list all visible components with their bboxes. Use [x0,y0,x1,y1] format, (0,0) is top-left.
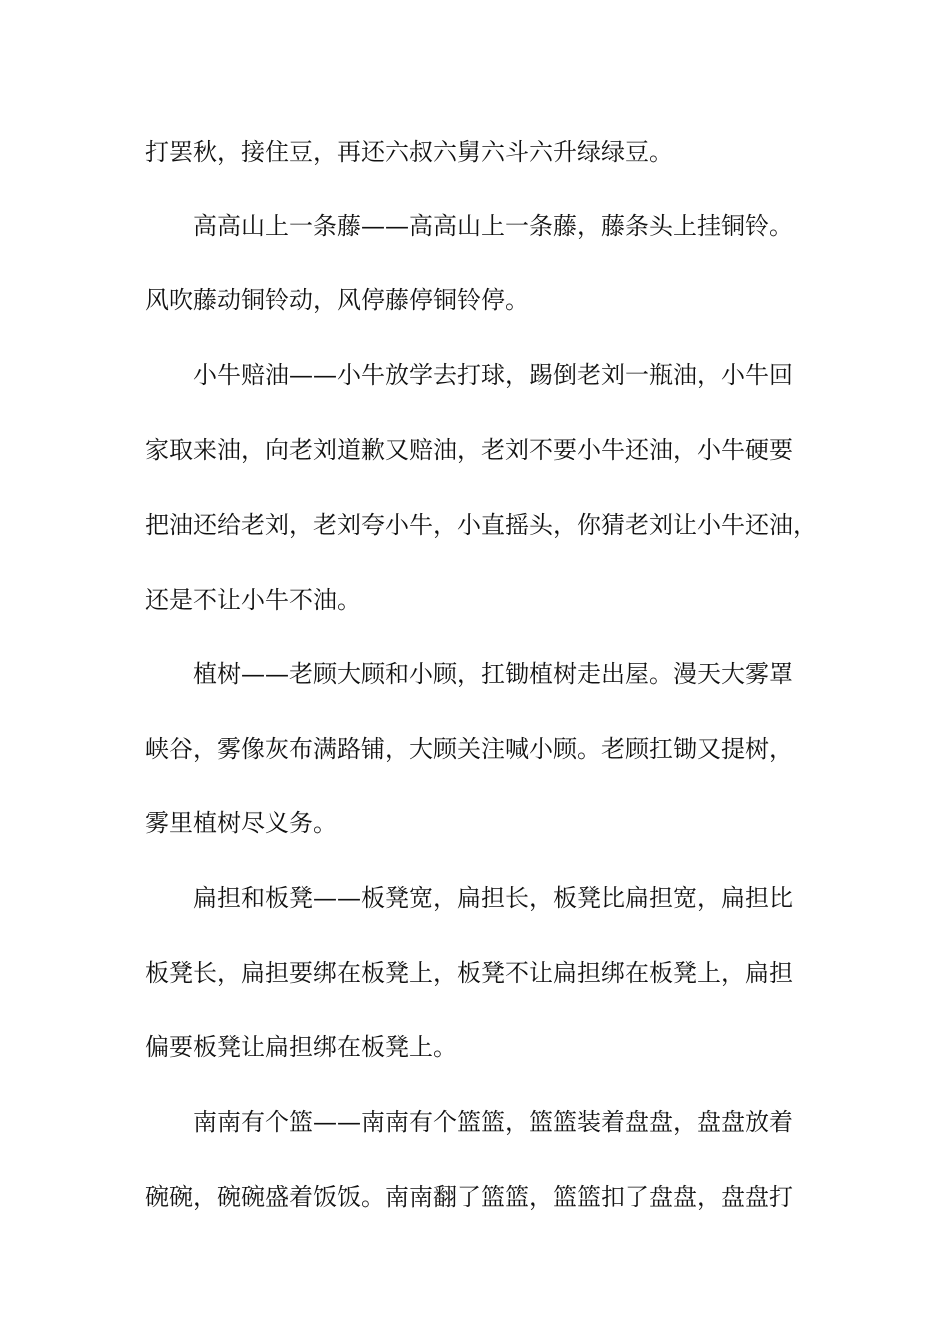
paragraph-heading-line: 南南有个篮——南南有个篮篮，篮篮装着盘盘，盘盘放着 [193,1108,793,1136]
paragraph-heading-line: 高高山上一条藤——高高山上一条藤，藤条头上挂铜铃。 [193,212,793,240]
text-line: 打罢秋，接住豆，再还六叔六舅六斗六升绿绿豆。 [145,138,673,166]
paragraph-heading-line: 扁担和板凳——板凳宽，扁担长，板凳比扁担宽，扁担比 [193,884,793,912]
text-line: 碗碗，碗碗盛着饭饭。南南翻了篮篮，篮篮扣了盘盘，盘盘打 [145,1183,793,1211]
text-line: 雾里植树尽义务。 [145,809,337,837]
paragraph-heading-line: 小牛赔油——小牛放学去打球，踢倒老刘一瓶油，小牛回 [193,361,793,389]
text-line: 家取来油，向老刘道歉又赔油，老刘不要小牛还油，小牛硬要 [145,436,793,464]
text-line: 把油还给老刘，老刘夸小牛，小直摇头，你猜老刘让小牛还油， [145,511,817,539]
text-line: 峡谷，雾像灰布满路铺，大顾关注喊小顾。老顾扛锄又提树， [145,735,793,763]
text-line: 还是不让小牛不油。 [145,586,361,614]
text-line: 板凳长，扁担要绑在板凳上，板凳不让扁担绑在板凳上，扁担 [145,959,793,987]
paragraph-heading-line: 植树——老顾大顾和小顾，扛锄植树走出屋。漫天大雾罩 [193,660,793,688]
text-line: 偏要板凳让扁担绑在板凳上。 [145,1033,457,1061]
text-line: 风吹藤动铜铃动，风停藤停铜铃停。 [145,286,529,314]
